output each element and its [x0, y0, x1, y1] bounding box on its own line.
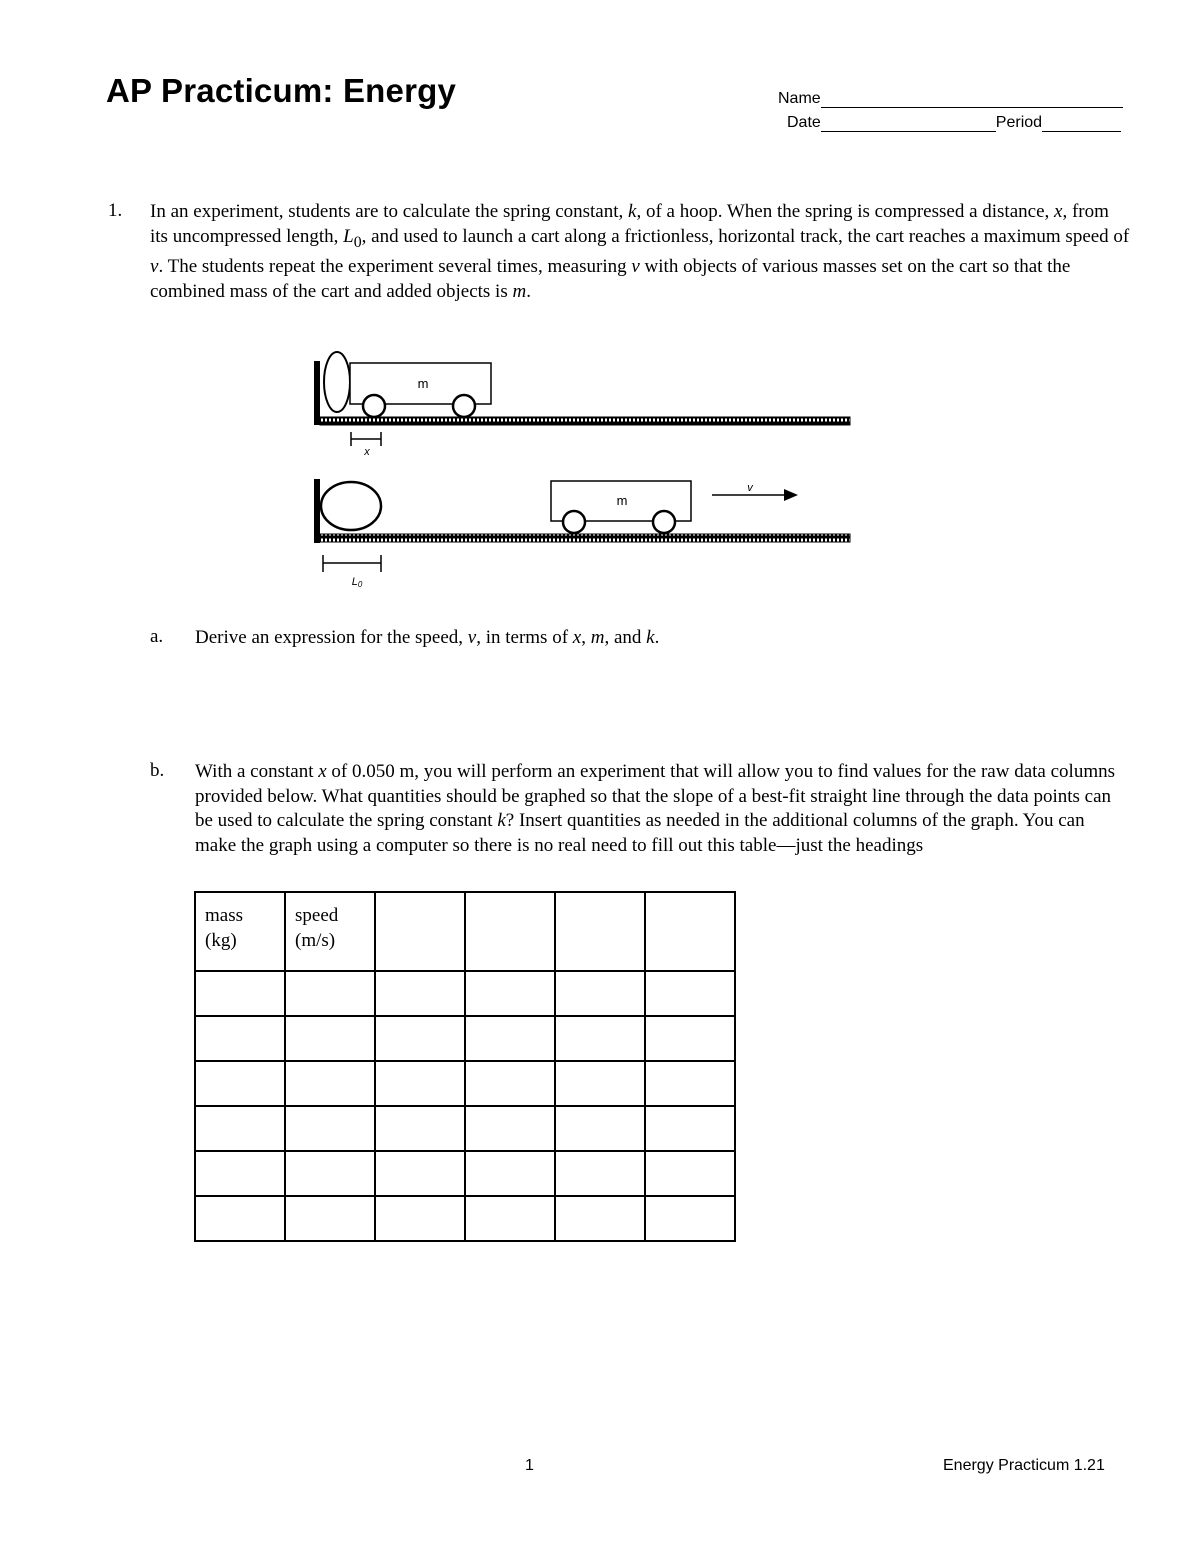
name-field[interactable]	[778, 90, 1123, 108]
table-cell[interactable]	[645, 1151, 735, 1196]
question-text	[150, 200, 1130, 304]
table-cell[interactable]	[555, 1016, 645, 1061]
date-period-field[interactable]	[787, 114, 1121, 132]
cart-bottom-mass-label: m	[616, 493, 628, 508]
var-k: k	[497, 810, 506, 832]
table-cell[interactable]	[195, 971, 285, 1016]
table-cell[interactable]	[555, 1151, 645, 1196]
track-top	[320, 417, 850, 425]
table-row	[195, 1151, 735, 1196]
var-k: k	[628, 201, 637, 222]
velocity-label: v	[747, 482, 753, 494]
table-cell[interactable]	[195, 1016, 285, 1061]
name-blank[interactable]	[821, 93, 1123, 108]
var-k: k	[646, 627, 655, 648]
header-line: speed	[295, 905, 339, 926]
cart-spring-diagram	[300, 345, 860, 595]
period-blank[interactable]	[1042, 117, 1121, 132]
part-b-text	[195, 760, 1130, 858]
var-m: m	[590, 627, 605, 648]
arrow-head	[784, 489, 798, 501]
text-segment: , of a hoop. When the spring is compressed a distance,	[636, 201, 1054, 222]
header-unit: (m/s)	[295, 930, 336, 951]
wheel	[363, 395, 385, 417]
column-header[interactable]	[555, 892, 645, 971]
table-cell[interactable]	[555, 1106, 645, 1151]
table-row	[195, 971, 735, 1016]
text-segment: ? Insert quantities as needed in the additional columns of the graph. You can make the graph using a computer so there is no real need to fill out this table—just the headings	[195, 810, 1085, 856]
table-cell[interactable]	[285, 971, 375, 1016]
text-segment: , and	[604, 627, 647, 648]
released-setup	[314, 479, 850, 589]
table-cell[interactable]	[195, 1106, 285, 1151]
period-label: Period	[995, 114, 1043, 131]
length-subscript: 0	[357, 580, 363, 589]
table-cell[interactable]	[195, 1196, 285, 1241]
table-cell[interactable]	[375, 1196, 465, 1241]
var-x: x	[1054, 201, 1063, 222]
table-cell[interactable]	[375, 1106, 465, 1151]
text-segment: . The students repeat the experiment several times, measuring	[158, 255, 632, 277]
var-x: x	[318, 761, 327, 782]
track-bottom	[320, 534, 850, 542]
header-line: mass	[205, 905, 243, 926]
table-cell[interactable]	[375, 1016, 465, 1061]
table-cell[interactable]	[645, 1106, 735, 1151]
text-segment: with objects of various masses set on the cart so that the combined mass of the cart and added objects is	[150, 255, 1071, 302]
text-segment: Derive an expression for the speed,	[195, 627, 468, 648]
column-header[interactable]	[645, 892, 735, 971]
column-header[interactable]	[375, 892, 465, 971]
wheel	[653, 511, 675, 533]
table-cell[interactable]	[285, 1016, 375, 1061]
header-unit: (kg)	[205, 930, 237, 951]
text-segment: , and used to launch a cart along a frictionless, horizontal track, the cart reaches a maximum speed of	[361, 225, 1130, 247]
var-x: x	[572, 627, 582, 648]
compressed-setup	[314, 352, 850, 458]
wheel	[453, 395, 475, 417]
hoop-uncompressed	[321, 482, 381, 530]
date-label: Date	[787, 114, 821, 131]
wall-top	[314, 361, 320, 425]
table-cell[interactable]	[645, 1016, 735, 1061]
table-cell[interactable]	[465, 971, 555, 1016]
column-header[interactable]	[285, 892, 375, 971]
table-cell[interactable]	[645, 1196, 735, 1241]
wall-bottom	[314, 479, 320, 543]
table-cell[interactable]	[555, 1196, 645, 1241]
table-row	[195, 1106, 735, 1151]
text-segment: .	[654, 627, 660, 648]
table-header-row	[195, 892, 735, 971]
var-L: L	[343, 225, 354, 247]
page-title: AP Practicum: Energy	[106, 72, 457, 109]
table-cell[interactable]	[285, 1196, 375, 1241]
text-segment: of 0.050 m, you will perform an experiment that will allow you to find values for the raw data columns provided below. What quantities should be graphed so that the slope of a best-fit straight line through the data points can be used to calculate the spring constant	[195, 761, 1115, 832]
part-b-letter: b.	[150, 760, 165, 781]
table-cell[interactable]	[195, 1061, 285, 1106]
subscript-0: 0	[353, 233, 362, 251]
text-segment: .	[526, 280, 531, 302]
part-a-letter: a.	[150, 626, 164, 647]
table-cell[interactable]	[645, 971, 735, 1016]
table-cell[interactable]	[375, 1151, 465, 1196]
compression-label: x	[364, 446, 370, 458]
page-number: 1	[525, 1457, 534, 1474]
table-cell[interactable]	[285, 1151, 375, 1196]
text-segment: ,	[581, 627, 591, 648]
hoop-compressed	[324, 352, 350, 412]
data-table-body	[195, 892, 735, 1241]
text-segment: , from its uncompressed length,	[150, 201, 1109, 247]
length-letter: L	[351, 576, 358, 588]
part-a-text	[195, 626, 1130, 651]
date-blank[interactable]	[821, 117, 996, 132]
table-row	[195, 1016, 735, 1061]
name-label: Name	[778, 90, 821, 107]
table-cell[interactable]	[645, 1061, 735, 1106]
text-segment: In an experiment, students are to calculate the spring constant,	[150, 201, 629, 222]
text-segment: With a constant	[195, 761, 319, 782]
column-header[interactable]	[195, 892, 285, 971]
table-row	[195, 1061, 735, 1106]
table-cell[interactable]	[375, 1061, 465, 1106]
column-header[interactable]	[465, 892, 555, 971]
var-v: v	[631, 255, 640, 277]
text-segment: , in terms of	[476, 627, 573, 648]
table-cell[interactable]	[555, 971, 645, 1016]
wheel	[563, 511, 585, 533]
table-cell[interactable]	[465, 1106, 555, 1151]
table-cell[interactable]	[285, 1106, 375, 1151]
table-cell[interactable]	[465, 1016, 555, 1061]
table-cell[interactable]	[465, 1151, 555, 1196]
length-label	[352, 576, 363, 589]
cart-top-mass-label: m	[417, 376, 429, 391]
table-cell[interactable]	[465, 1061, 555, 1106]
table-cell[interactable]	[195, 1151, 285, 1196]
var-m: m	[512, 280, 527, 302]
table-cell[interactable]	[375, 971, 465, 1016]
table-cell[interactable]	[465, 1196, 555, 1241]
table-cell[interactable]	[555, 1061, 645, 1106]
table-cell[interactable]	[285, 1061, 375, 1106]
question-number: 1.	[108, 200, 123, 221]
data-table	[194, 891, 736, 1242]
var-v: v	[467, 627, 477, 648]
footer-doc-label: Energy Practicum 1.21	[943, 1457, 1105, 1474]
var-v: v	[150, 255, 159, 277]
table-row	[195, 1196, 735, 1241]
